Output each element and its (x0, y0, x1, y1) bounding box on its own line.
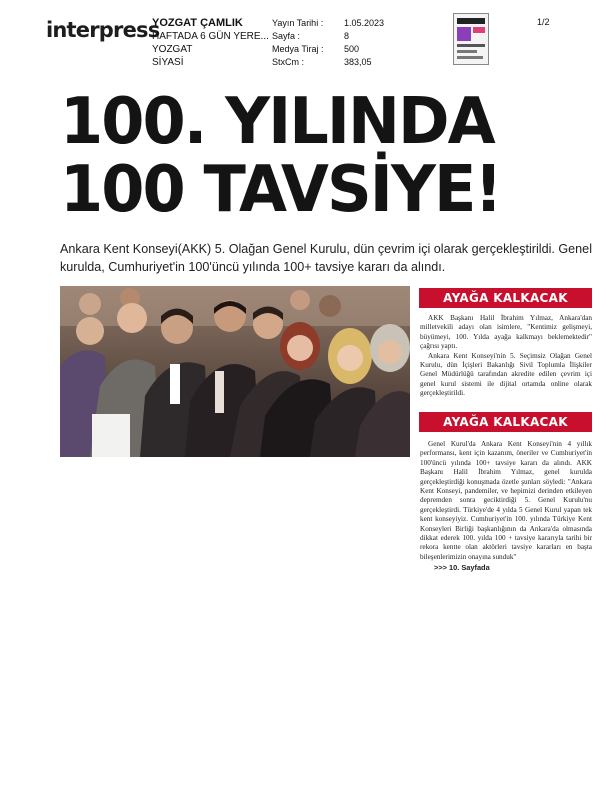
meta-value: 500 (344, 44, 360, 54)
page-counter: 1/2 (537, 17, 550, 27)
clipping-header (0, 0, 612, 80)
meta-label: Sayfa : (272, 31, 301, 41)
paragraph: AKK Başkanı Halil İbrahim Yılmaz, Ankara'dan milletvekili adayı olan isimlere, "Kentimiz gelişmeyi, büyümeyi, 100. Yılda ayağa kalkmayı beklemektedir" çağrısı yaptı. (420, 314, 592, 351)
continued-reference[interactable]: >>> 10. Sayfada (434, 563, 490, 573)
section-2-text (420, 440, 592, 573)
meta-row-circulation (272, 43, 404, 56)
paragraph: Genel Kurul'da Ankara Kent Konseyi'nin 4 yıllık performansı, kent için kazanım, öneriler ve Cumhuriyet'in 100'üncü yılında 100+ tavsiye kararı da alındı. AKK Başkanı Halil İbrahim Yılmaz, genel kurulda gerçekleştirdiği konuşmada özetle şunları söyledi: "Ankara Kent Konseyi, pandemiler, ve hepimizi derinden etkileyen depremden sonra geciktirdiği 5. Genel Kurulu'nu gerçekleştirdi. Türkiye'de 4 yılda 5 Genel Kurul yapan tek kent konseyiyiz. Cumhuriyet'in 100. yılında Türkiye Kent Konseyleri Birliği başkanlığının da Ankara'da olmasında dikkat ederek 100. yılda 100 + tavsiye kararıyla tarihi bir rekora kentte olan aktörleri tavsiye kararları en başta bileşenlerimizin onayına sunduk" (420, 440, 592, 561)
meta-value: 1.05.2023 (344, 18, 385, 28)
logo-text: interpress (46, 18, 160, 42)
interpress-logo (46, 18, 159, 42)
meta-label: Medya Tiraj : (272, 44, 324, 54)
meta-label: Yayın Tarihi : (272, 18, 324, 28)
meta-row-date (272, 17, 404, 30)
meta-value: 8 (344, 31, 350, 41)
publication-info (152, 17, 269, 69)
page-thumbnail[interactable] (453, 13, 489, 65)
section-banner-1: AYAĞA KALKACAK (419, 288, 592, 308)
publication-city: YOZGAT (152, 44, 193, 55)
publication-name: YOZGAT ÇAMLIK (152, 17, 243, 29)
section-1-text (420, 314, 592, 399)
publication-frequency: HAFTADA 6 GÜN YERE... (152, 31, 269, 42)
headline-line-1: 100. YILINDA (60, 85, 494, 159)
lede-paragraph: Ankara Kent Konseyi(AKK) 5. Olağan Genel Kurulu, dün çevrim içi olarak gerçekleştirildi. Genel kurulda, Cumhuriyet'in 100'üncü yılında 100+ tavsiye kararı da alındı. (60, 242, 592, 274)
clipping-meta (272, 17, 404, 69)
meta-label: StxCm : (272, 57, 305, 67)
section-banner-2: AYAĞA KALKACAK (419, 412, 592, 432)
headline-line-2: 100 TAVSİYE! (60, 153, 501, 227)
meta-value: 383,05 (344, 57, 372, 67)
meta-row-stxcm (272, 56, 404, 69)
paragraph: Ankara Kent Konseyi'nin 5. Seçimsiz Olağan Genel Kurulu, dün İçişleri Bakanlığı Sivil Toplumla İlişkiler Genel Müdürlüğü tarafından akredite edilen çevrim içi genel kurul sistemi ile dijital ortamda online olarak gerçekleştirildi. (420, 351, 592, 398)
meta-row-page (272, 30, 404, 43)
article-photo (60, 286, 410, 457)
publication-category: SİYASİ (152, 57, 184, 68)
audience-photo-illustration (60, 286, 410, 457)
headline (60, 85, 584, 227)
